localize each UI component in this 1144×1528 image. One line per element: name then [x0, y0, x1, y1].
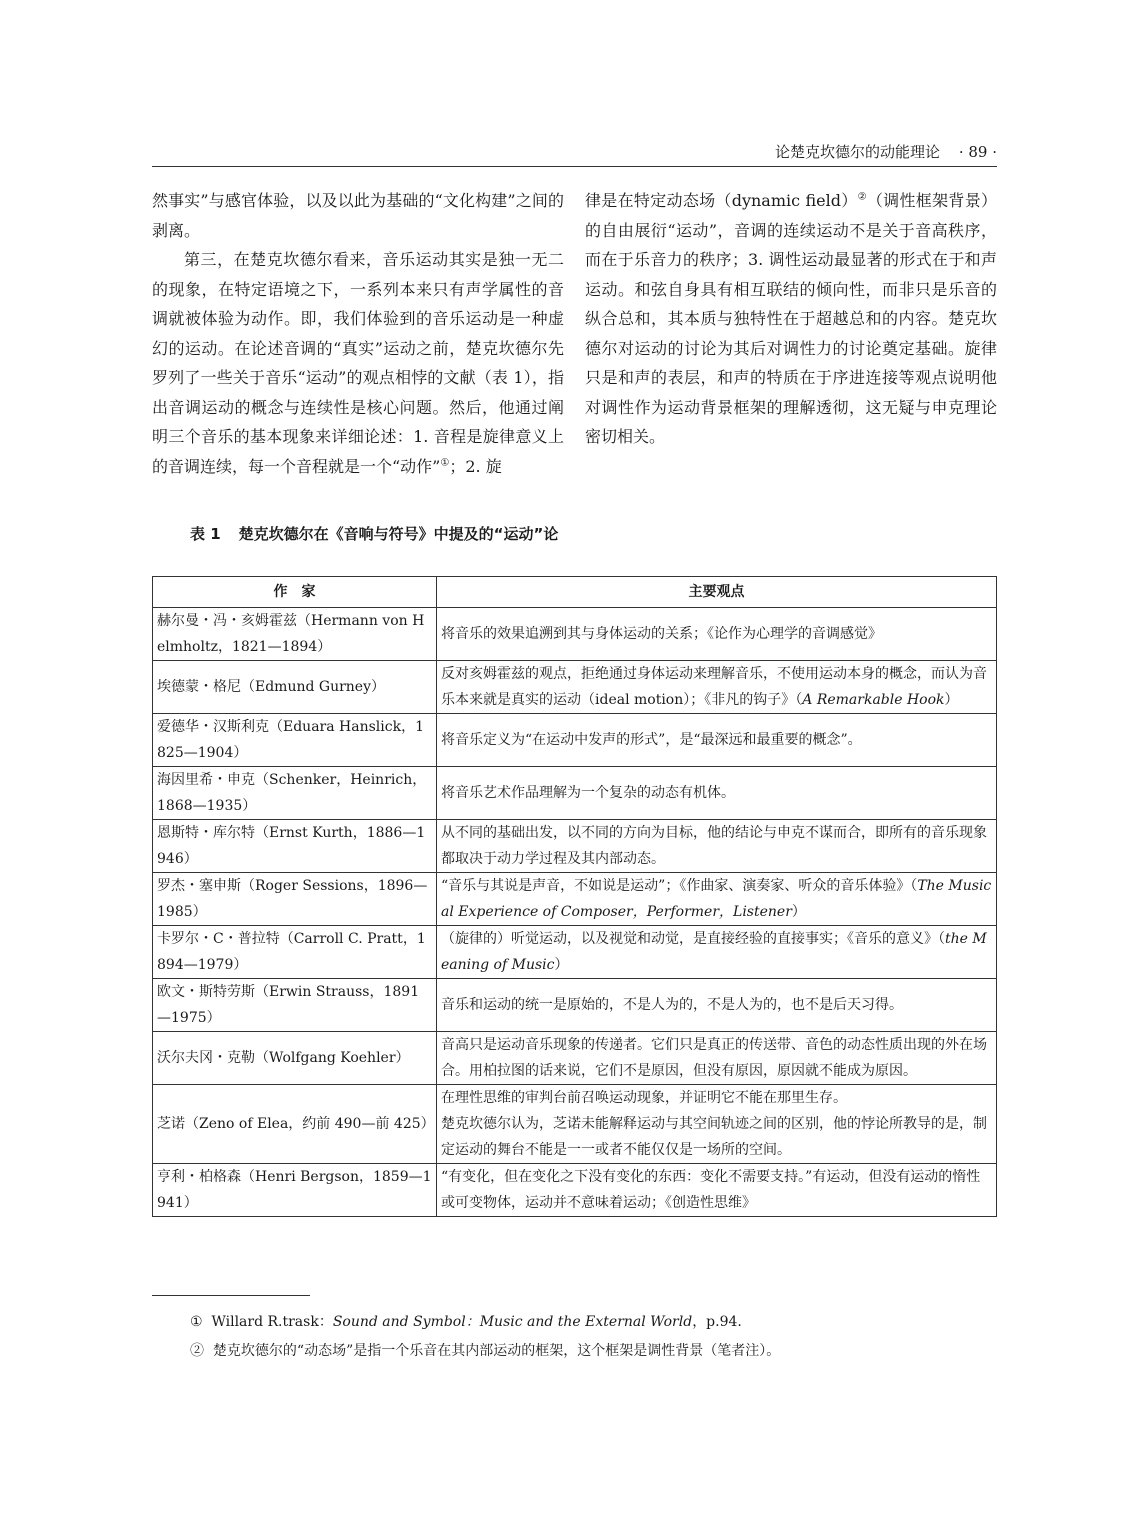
table-title: 楚克坎德尔在《音响与符号》中提及的“运动”论: [238, 525, 559, 543]
author-cell: 芝诺（Zeno of Elea，约前 490—前 425）: [153, 1085, 437, 1164]
header-rule: [152, 166, 997, 167]
work-title: A Remarkable Hook: [802, 692, 945, 708]
author-cell: 恩斯特・库尔特（Ernst Kurth，1886—1946）: [153, 820, 437, 873]
view-cell: 将音乐的效果追溯到其与身体运动的关系；《论作为心理学的音调感觉》: [437, 608, 997, 661]
column-header-author: 作 家: [153, 577, 437, 608]
paragraph-text: （调性框架背景）的自由展衍“运动”，音调的连续运动不是关于音高秩序，而在于乐音力的秩序；3. 调性运动最显著的形式在于和声运动。和弦自身具有相互联结的倾向性，而非只是乐音的纵合总和，其本质与独特性在于超越总和的内容。楚克坎德尔对运动的讨论为其后对调性力的讨论奠定基础。旋律只是和声的表层，和声的特质在于序进连接等观点说明他对调性作为运动背景框架的理解透彻，这无疑与申克理论密切相关。: [585, 191, 997, 446]
author-cell: 罗杰・塞申斯（Roger Sessions，1896—1985）: [153, 873, 437, 926]
footnote-mark: ①: [190, 1314, 203, 1330]
table-row: [153, 926, 997, 979]
view-cell: 从不同的基础出发，以不同的方向为目标，他的结论与申克不谋而合，即所有的音乐现象都取决于动力学过程及其内部动态。: [437, 820, 997, 873]
view-cell: “有变化，但在变化之下没有变化的东西：变化不需要支持。”有运动，但没有运动的惰性或可变物体，运动并不意味着运动；《创造性思维》: [437, 1164, 997, 1217]
author-cell: 赫尔曼・冯・亥姆霍兹（Hermann von Helmholtz，1821—1894）: [153, 608, 437, 661]
view-text: ）: [791, 904, 806, 920]
table-row: [153, 767, 997, 820]
author-cell: 沃尔夫冈・克勒（Wolfgang Koehler）: [153, 1032, 437, 1085]
table-row: [153, 979, 997, 1032]
view-text: “音乐与其说是声音，不如说是运动”；《作曲家、演奏家、听众的音乐体验》（: [441, 878, 918, 894]
view-cell: 将音乐定义为“在运动中发声的形式”，是“最深远和最重要的概念”。: [437, 714, 997, 767]
author-cell: 卡罗尔・C・普拉特（Carroll C. Pratt，1894—1979）: [153, 926, 437, 979]
table-row: [153, 873, 997, 926]
authors-table: [152, 576, 997, 1217]
page-number: · 89 ·: [958, 143, 997, 161]
table-row: [153, 714, 997, 767]
footnote-1: [190, 1308, 990, 1337]
table-header-row: [153, 577, 997, 608]
footnote-text: ，p.94.: [692, 1314, 742, 1330]
author-cell: 海因里希・申克（Schenker，Heinrich，1868—1935）: [153, 767, 437, 820]
view-cell: [437, 926, 997, 979]
paragraph: [585, 186, 997, 452]
table-row: [153, 661, 997, 714]
running-header: [152, 140, 997, 164]
footnotes: [190, 1308, 990, 1366]
author-cell: 亨利・柏格森（Henri Bergson，1859—1941）: [153, 1164, 437, 1217]
column-header-view: 主要观点: [437, 577, 997, 608]
view-text: ）: [944, 692, 959, 708]
view-text: 在理性思维的审判台前召唤运动现象，并证明它不能在那里生存。: [441, 1090, 847, 1106]
view-cell: [437, 661, 997, 714]
table-row: [153, 1032, 997, 1085]
view-text: ）: [554, 957, 569, 973]
view-text: 反对亥姆霍兹的观点，拒绝通过身体运动来理解音乐，不使用运动本身的概念，而认为音乐本来就是真实的运动（ideal motion）；《非凡的钩子》（: [441, 666, 987, 708]
footnote-rule: [152, 1295, 310, 1296]
work-title: the Meaning of Music: [441, 931, 987, 973]
author-cell: 欧文・斯特劳斯（Erwin Strauss，1891—1975）: [153, 979, 437, 1032]
view-cell: [437, 873, 997, 926]
right-column: [585, 186, 997, 452]
footnote-2: [190, 1337, 990, 1366]
table-caption: [152, 522, 997, 546]
paragraph: [152, 245, 564, 481]
work-title: The Musical Experience of Composer，Performer，Listener: [441, 878, 992, 920]
view-cell: 音高只是运动音乐现象的传递者。它们只是真正的传送带、音色的动态性质出现的外在场合。用柏拉图的话来说，它们不是原因，但没有原因，原因就不能成为原因。: [437, 1032, 997, 1085]
running-title: 论楚克坎德尔的动能理论: [775, 143, 941, 161]
paragraph-text: ；2. 旋: [449, 456, 502, 476]
paragraph-text: 律是在特定动态场（dynamic field）: [585, 191, 858, 210]
author-cell: 埃德蒙・格尼（Edmund Gurney）: [153, 661, 437, 714]
left-column: [152, 186, 564, 481]
footnote-ref-1[interactable]: ①: [440, 457, 450, 469]
view-cell: 将音乐艺术作品理解为一个复杂的动态有机体。: [437, 767, 997, 820]
author-cell: 爱德华・汉斯利克（Eduara Hanslick，1825—1904）: [153, 714, 437, 767]
table-row: [153, 608, 997, 661]
view-cell: [437, 1085, 997, 1164]
view-text: （旋律的）听觉运动，以及视觉和动觉，是直接经验的直接事实；《音乐的意义》（: [441, 931, 945, 947]
paragraph: 然事实”与感官体验，以及以此为基础的“文化构建”之间的剥离。: [152, 191, 564, 240]
footnote-text: Willard R.trask：: [211, 1314, 333, 1330]
table-row: [153, 820, 997, 873]
paragraph-text: 第三，在楚克坎德尔看来，音乐运动其实是独一无二的现象，在特定语境之下，一系列本来只有声学属性的音调就被体验为动作。即，我们体验到的音乐运动是一种虚幻的运动。在论述音调的“真实”运动之前，楚克坎德尔先罗列了一些关于音乐“运动”的观点相悖的文献（表 1），指出音调运动的概念与连续性是核心问题。然后，他通过阐明三个音乐的基本现象来详细论述：1. 音程是旋律意义上的音调连续，每一个音程就是一个“动作”: [152, 250, 564, 476]
footnote-ref-2[interactable]: ②: [857, 191, 867, 203]
footnote-mark: ②: [190, 1343, 204, 1359]
view-cell: 音乐和运动的统一是原始的，不是人为的，不是人为的，也不是后天习得。: [437, 979, 997, 1032]
table-row: [153, 1085, 997, 1164]
footnote-text: 楚克坎德尔的“动态场”是指一个乐音在其内部运动的框架，这个框架是调性背景（笔者注）。: [212, 1343, 781, 1359]
footnote-work-title: Sound and Symbol：Music and the External World: [332, 1314, 693, 1330]
table-number: 表 1: [190, 525, 221, 543]
view-text: 楚克坎德尔认为，芝诺未能解释运动与其空间轨迹之间的区别，他的悖论所教导的是，制定运动的舞台不能是一一或者不能仅仅是一场所的空间。: [441, 1116, 987, 1158]
table-row: [153, 1164, 997, 1217]
